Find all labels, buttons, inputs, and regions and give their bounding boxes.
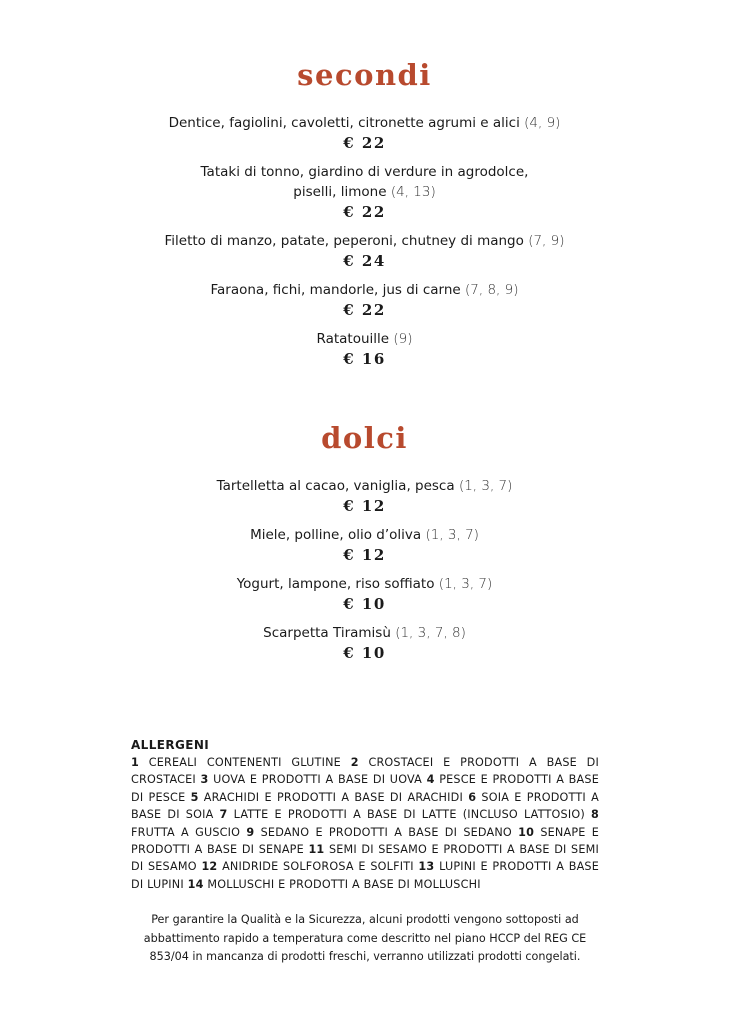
dish-name-line: Ratatouille bbox=[316, 331, 390, 347]
dish-name-line: Tartelletta al cacao, vaniglia, pesca bbox=[216, 478, 455, 494]
dish-price: € 16 bbox=[343, 350, 386, 368]
allergen-number: 4 bbox=[426, 773, 435, 787]
section-title-dolci: dolci bbox=[321, 421, 408, 455]
dish-price: € 12 bbox=[343, 546, 386, 564]
dish-allergens: (1, 3, 7) bbox=[458, 478, 513, 494]
allergen-number: 14 bbox=[187, 877, 204, 891]
dish-price: € 22 bbox=[343, 203, 386, 221]
allergen-entry bbox=[201, 860, 413, 873]
dish-name-line: piselli, limone bbox=[293, 184, 387, 200]
dish-name bbox=[0, 623, 729, 643]
allergen-number: 12 bbox=[201, 860, 218, 874]
allergen-entry bbox=[188, 878, 481, 891]
dish-name bbox=[0, 113, 729, 133]
dish-name-line: Dentice, fagiolini, cavoletti, citronette agrumi e alici bbox=[168, 115, 520, 131]
allergen-number: 6 bbox=[468, 790, 477, 804]
menu-item bbox=[0, 476, 729, 525]
dish-name bbox=[0, 525, 729, 545]
dish-allergens: (1, 3, 7, 8) bbox=[395, 625, 466, 641]
allergens-legend bbox=[131, 737, 599, 893]
allergen-text: SENAPE E PRODOTTI A BASE DI SENAPE bbox=[131, 825, 600, 857]
allergen-entry bbox=[201, 773, 422, 786]
allergen-number: 13 bbox=[418, 860, 435, 874]
dish-name bbox=[0, 162, 729, 202]
allergen-number: 2 bbox=[350, 756, 359, 769]
dish-name bbox=[0, 280, 729, 300]
allergens-title: ALLERGENI bbox=[131, 738, 210, 752]
menu-item bbox=[0, 525, 729, 574]
allergen-number: 5 bbox=[190, 790, 199, 804]
dish-allergens: (1, 3, 7) bbox=[425, 527, 479, 543]
dish-name-line: Tataki di tonno, giardino di verdure in agrodolce, bbox=[200, 164, 529, 180]
dish-allergens: (4, 9) bbox=[524, 115, 561, 131]
quality-footnote bbox=[110, 911, 620, 967]
dish-name-line: Miele, polline, olio d’oliva bbox=[250, 527, 422, 543]
dolci-list bbox=[0, 476, 729, 672]
allergen-text: LUPINI E PRODOTTI A BASE DI LUPINI bbox=[131, 860, 600, 891]
footnote-line: 853/04 in mancanza di prodotti freschi, verranno utilizzati prodotti congelati. bbox=[149, 950, 581, 963]
dish-price: € 10 bbox=[343, 595, 386, 613]
dish-allergens: (9) bbox=[393, 331, 413, 347]
dish-name-line: Scarpetta Tiramisù bbox=[263, 625, 391, 641]
dish-name-line: Faraona, fichi, mandorle, jus di carne bbox=[210, 282, 461, 298]
secondi-list bbox=[0, 113, 729, 378]
allergen-entry bbox=[191, 791, 463, 804]
menu-item bbox=[0, 113, 729, 162]
allergen-text: CROSTACEI E PRODOTTI A BASE DI CROSTACEI bbox=[131, 756, 599, 787]
footnote-line: Per garantire la Qualità e la Sicurezza, alcuni prodotti vengono sottoposti ad bbox=[151, 913, 579, 926]
menu-item bbox=[0, 280, 729, 329]
dish-name-line: Filetto di manzo, patate, peperoni, chutney di mango bbox=[164, 233, 524, 249]
dish-allergens: (4, 13) bbox=[390, 184, 436, 200]
allergen-text: CEREALI CONTENENTI GLUTINE bbox=[148, 756, 341, 769]
footnote-line: abbattimento rapido a temperatura come descritto nel piano HCCP del REG CE bbox=[143, 931, 587, 945]
menu-item bbox=[0, 329, 729, 378]
allergens-list bbox=[131, 754, 599, 893]
allergen-text: UOVA E PRODOTTI A BASE DI UOVA bbox=[213, 773, 422, 787]
allergen-number: 3 bbox=[200, 773, 209, 787]
allergen-text: FRUTTA A GUSCIO bbox=[131, 825, 241, 839]
menu-item bbox=[0, 162, 729, 231]
allergen-entry bbox=[246, 826, 512, 839]
allergen-entry bbox=[131, 756, 341, 769]
section-title-secondi: secondi bbox=[297, 58, 432, 92]
allergen-text: PESCE E PRODOTTI A BASE DI PESCE bbox=[131, 773, 599, 804]
dish-name-line: Yogurt, lampone, riso soffiato bbox=[236, 576, 435, 592]
dish-price: € 12 bbox=[343, 497, 386, 515]
allergen-text: LATTE E PRODOTTI A BASE DI LATTE (INCLUSO LATTOSIO) bbox=[233, 808, 585, 822]
allergen-number: 11 bbox=[308, 843, 325, 857]
allergen-number: 1 bbox=[131, 756, 139, 769]
dish-name bbox=[0, 476, 729, 496]
dish-price: € 22 bbox=[343, 301, 386, 319]
allergen-text: SEMI DI SESAMO E PRODOTTI A BASE DI SEMI DI SESAMO bbox=[131, 843, 599, 874]
menu-item bbox=[0, 231, 729, 280]
allergen-number: 7 bbox=[219, 808, 228, 822]
menu-item bbox=[0, 574, 729, 623]
allergen-text: MOLLUSCHI E PRODOTTI A BASE DI MOLLUSCHI bbox=[207, 877, 481, 891]
dish-allergens: (7, 8, 9) bbox=[465, 282, 519, 298]
allergen-entry bbox=[220, 808, 585, 821]
allergen-text: ANIDRIDE SOLFOROSA E SOLFITI bbox=[222, 860, 414, 874]
allergen-text: SEDANO E PRODOTTI A BASE DI SEDANO bbox=[260, 825, 512, 839]
dish-name bbox=[0, 231, 729, 251]
dish-name bbox=[0, 329, 729, 349]
dish-allergens: (7, 9) bbox=[528, 233, 565, 249]
menu-item bbox=[0, 623, 729, 672]
dish-allergens: (1, 3, 7) bbox=[438, 576, 493, 592]
allergen-number: 10 bbox=[518, 825, 535, 839]
dish-price: € 22 bbox=[343, 134, 386, 152]
allergen-number: 9 bbox=[246, 825, 255, 839]
dish-name bbox=[0, 574, 729, 594]
dish-price: € 10 bbox=[343, 644, 386, 662]
dish-price: € 24 bbox=[343, 252, 386, 270]
allergen-number: 8 bbox=[591, 808, 599, 822]
allergen-text: ARACHIDI E PRODOTTI A BASE DI ARACHIDI bbox=[203, 790, 463, 804]
allergen-text: SOIA E PRODOTTI A BASE DI SOIA bbox=[131, 790, 599, 822]
